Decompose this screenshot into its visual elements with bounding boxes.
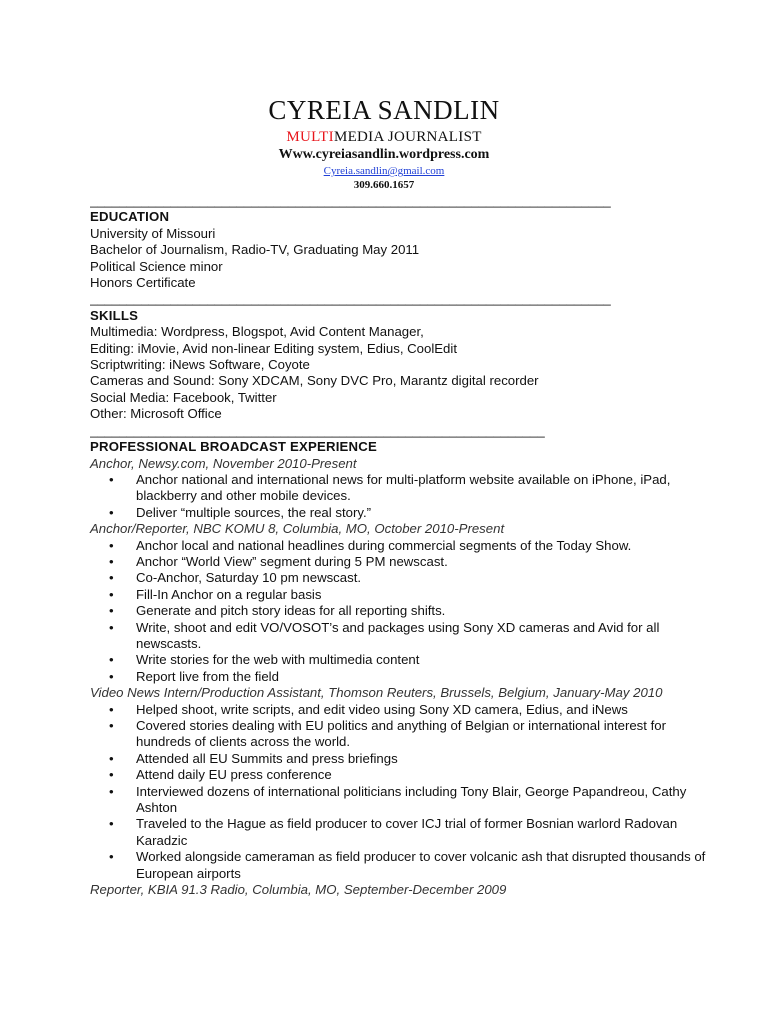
job-bullet: • Helped shoot, write scripts, and edit video using Sony XD camera, Edius, and iNews <box>136 702 710 718</box>
job-bullet-list <box>90 538 710 686</box>
job-bullet: • Attend daily EU press conference <box>136 767 710 783</box>
job-bullet-list <box>90 472 710 521</box>
education-line: Honors Certificate <box>90 275 196 291</box>
job-role: Anchor/Reporter, NBC KOMU 8, Columbia, MO, October 2010-Present <box>90 521 505 537</box>
education-line: Political Science minor <box>90 258 223 274</box>
education-line: University of Missouri <box>90 225 216 241</box>
job-title-highlight: MULTI <box>286 129 334 145</box>
skills-list <box>90 324 710 422</box>
divider-line: _______________________________________________________________________ <box>90 291 611 307</box>
section-heading-education: EDUCATION <box>90 209 170 225</box>
skill-line: Scriptwriting: iNews Software, Coyote <box>90 357 310 373</box>
resume-body <box>90 193 710 898</box>
skill-line: Social Media: Facebook, Twitter <box>90 389 277 405</box>
job-bullet: • Traveled to the Hague as field producer to cover ICJ trial of former Bosnian warlord Radovan Karadzic <box>136 816 710 849</box>
email-link[interactable]: Cyreia.sandlin@gmail.com <box>323 165 445 177</box>
skill-line: Cameras and Sound: Sony XDCAM, Sony DVC Pro, Marantz digital recorder <box>90 373 539 389</box>
job-bullet: • Co-Anchor, Saturday 10 pm newscast. <box>136 570 710 586</box>
job-bullet: • Worked alongside cameraman as field producer to cover volcanic ash that disrupted thousands of European airports <box>136 849 710 882</box>
divider-line: ______________________________________________________________ <box>90 422 545 438</box>
job-bullet: • Deliver “multiple sources, the real story.” <box>136 505 710 521</box>
job-role: Video News Intern/Production Assistant, Thomson Reuters, Brussels, Belgium, January-May 2010 <box>90 685 663 701</box>
job-bullet: • Fill-In Anchor on a regular basis <box>136 587 710 603</box>
experience-list <box>90 456 710 899</box>
job-bullet: • Anchor “World View” segment during 5 PM newscast. <box>136 554 710 570</box>
job-bullet-list <box>90 702 710 882</box>
job-bullet: • Report live from the field <box>136 669 710 685</box>
skill-line: Editing: iMovie, Avid non-linear Editing system, Edius, CoolEdit <box>90 340 457 356</box>
job-bullet: • Write stories for the web with multimedia content <box>136 652 710 668</box>
job-role: Reporter, KBIA 91.3 Radio, Columbia, MO, September-December 2009 <box>90 882 507 898</box>
job-bullet: • Attended all EU Summits and press briefings <box>136 751 710 767</box>
education-line: Bachelor of Journalism, Radio-TV, Graduating May 2011 <box>90 242 420 258</box>
job-bullet: • Anchor national and international news for multi-platform website available on iPhone, iPad, blackberry and other mobile devices. <box>136 472 710 505</box>
job-bullet: • Interviewed dozens of international politicians including Tony Blair, George Papandreou, Cathy Ashton <box>136 784 710 817</box>
job-bullet: • Write, shoot and edit VO/VOSOT’s and packages using Sony XD cameras and Avid for all newscasts. <box>136 620 710 653</box>
job-bullet: • Anchor local and national headlines during commercial segments of the Today Show. <box>136 538 710 554</box>
resume-header <box>0 94 768 192</box>
phone-number: 309.660.1657 <box>353 179 415 191</box>
job-title-rest: MEDIA JOURNALIST <box>333 129 482 145</box>
education-list <box>90 226 710 292</box>
candidate-name: CYREIA SANDLIN <box>268 95 500 125</box>
section-heading-skills: SKILLS <box>90 307 139 323</box>
divider-line: _______________________________________________________________________ <box>90 193 611 208</box>
skill-line: Other: Microsoft Office <box>90 406 222 422</box>
job-bullet: • Generate and pitch story ideas for all reporting shifts. <box>136 603 710 619</box>
website-text: Www.cyreiasandlin.wordpress.com <box>278 147 490 162</box>
job-bullet: • Covered stories dealing with EU politics and anything of Belgian or international interest for hundreds of clients across the world. <box>136 718 710 751</box>
job-title <box>0 128 768 146</box>
section-heading-experience: PROFESSIONAL BROADCAST EXPERIENCE <box>90 439 377 455</box>
job-role: Anchor, Newsy.com, November 2010-Present <box>90 455 357 471</box>
skill-line: Multimedia: Wordpress, Blogspot, Avid Content Manager, <box>90 324 424 340</box>
